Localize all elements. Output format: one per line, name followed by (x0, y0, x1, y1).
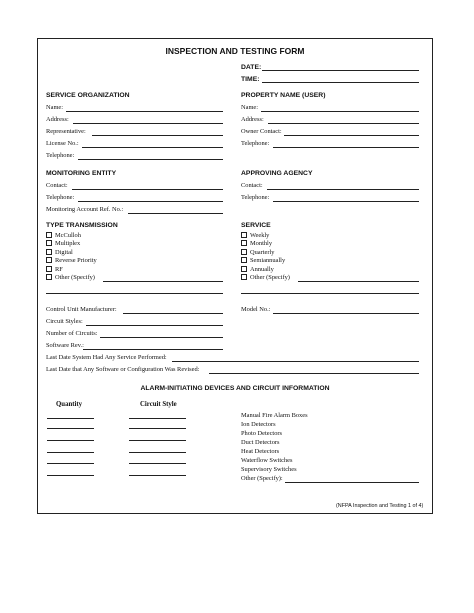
monitoring-telephone-field[interactable] (78, 201, 223, 202)
device-duct-detectors: Duct Detectors (241, 439, 280, 446)
device-other-label: Other (Specify): (241, 475, 283, 482)
service-org-address-label: Address: (46, 116, 69, 123)
service-option-semiannually[interactable]: Semiannually (241, 257, 285, 264)
checkbox-icon (46, 274, 52, 280)
last-revised-label: Last Date that Any Software or Configuration Was Revised: (46, 366, 200, 373)
device-other-field[interactable] (285, 482, 419, 483)
quantity-field[interactable] (47, 463, 94, 464)
checkbox-icon (46, 249, 52, 255)
transmission-option-digital[interactable]: Digital (46, 249, 73, 256)
date-field[interactable] (262, 70, 419, 71)
service-other-field[interactable] (298, 281, 419, 282)
approving-agency-header: APPROVING AGENCY (241, 170, 313, 177)
last-service-label: Last Date System Had Any Service Performed: (46, 354, 167, 361)
service-org-representative-label: Representative: (46, 128, 86, 135)
approving-telephone-label: Telephone: (241, 194, 270, 201)
monitoring-telephone-label: Telephone: (46, 194, 75, 201)
service-option-annually[interactable]: Annually (241, 266, 274, 273)
transmission-option-mcculloh[interactable]: McCulloh (46, 232, 81, 239)
checkbox-icon (241, 257, 247, 263)
checkbox-icon (241, 266, 247, 272)
circuit-styles-label: Circuit Styles: (46, 318, 83, 325)
transmission-other-field-2[interactable] (46, 293, 223, 294)
approving-telephone-field[interactable] (273, 201, 419, 202)
checkbox-icon (241, 249, 247, 255)
type-transmission-header: TYPE TRANSMISSION (46, 222, 118, 229)
device-heat-detectors: Heat Detectors (241, 448, 280, 455)
approving-contact-field[interactable] (267, 189, 419, 190)
service-org-telephone-field[interactable] (78, 159, 223, 160)
quantity-field[interactable] (47, 452, 94, 453)
checkbox-icon (241, 274, 247, 280)
device-photo-detectors: Photo Detectors (241, 430, 282, 437)
checkbox-icon (46, 266, 52, 272)
model-number-field[interactable] (273, 313, 419, 314)
checkbox-icon (46, 240, 52, 246)
device-supervisory-switches: Supervisory Switches (241, 466, 297, 473)
form-title: INSPECTION AND TESTING FORM (165, 46, 305, 56)
circuit-style-column-header: Circuit Style (140, 401, 177, 408)
quantity-field[interactable] (47, 428, 94, 429)
circuit-style-field[interactable] (129, 463, 186, 464)
quantity-field[interactable] (47, 440, 94, 441)
circuit-style-field[interactable] (129, 440, 186, 441)
software-rev-field[interactable] (83, 349, 223, 350)
time-label: TIME: (241, 76, 260, 83)
form-footer: (NFPA Inspection and Testing 1 of 4) (336, 503, 424, 509)
quantity-column-header: Quantity (56, 401, 83, 408)
approving-contact-label: Contact: (241, 182, 263, 189)
service-org-representative-field[interactable] (92, 135, 223, 136)
quantity-field[interactable] (47, 475, 94, 476)
service-organization-header: SERVICE ORGANIZATION (46, 92, 130, 99)
property-telephone-field[interactable] (273, 147, 419, 148)
service-option-weekly[interactable]: Weekly (241, 232, 269, 239)
time-field[interactable] (262, 82, 419, 83)
number-of-circuits-field[interactable] (100, 337, 223, 338)
circuit-style-field[interactable] (129, 418, 186, 419)
monitoring-contact-label: Contact: (46, 182, 68, 189)
service-option-other[interactable]: Other (Specify) (241, 274, 290, 281)
circuit-style-field[interactable] (129, 452, 186, 453)
circuit-style-field[interactable] (129, 475, 186, 476)
property-name-header: PROPERTY NAME (USER) (241, 92, 326, 99)
service-org-address-field[interactable] (73, 123, 223, 124)
monitoring-entity-header: MONITORING ENTITY (46, 170, 117, 177)
service-org-name-field[interactable] (66, 111, 223, 112)
checkbox-icon (46, 257, 52, 263)
software-rev-label: Software Rev.: (46, 342, 84, 349)
last-service-field[interactable] (172, 361, 419, 362)
property-address-label: Address: (241, 116, 264, 123)
checkbox-icon (241, 240, 247, 246)
service-org-license-label: License No.: (46, 140, 79, 147)
property-name-field[interactable] (261, 111, 419, 112)
transmission-other-field[interactable] (103, 281, 223, 282)
device-waterflow-switches: Waterflow Switches (241, 457, 293, 464)
service-option-monthly[interactable]: Monthly (241, 240, 272, 247)
device-manual-fire-alarm-boxes: Manual Fire Alarm Boxes (241, 412, 308, 419)
transmission-option-multiplex[interactable]: Multiplex (46, 240, 80, 247)
monitoring-contact-field[interactable] (72, 189, 223, 190)
monitoring-account-field[interactable] (128, 213, 223, 214)
transmission-option-rf[interactable]: RF (46, 266, 63, 273)
property-telephone-label: Telephone: (241, 140, 270, 147)
checkbox-icon (241, 232, 247, 238)
date-label: DATE: (241, 64, 262, 71)
transmission-option-reverse-priority[interactable]: Reverse Priority (46, 257, 97, 264)
device-ion-detectors: Ion Detectors (241, 421, 276, 428)
service-option-quarterly[interactable]: Quarterly (241, 249, 275, 256)
control-unit-manufacturer-field[interactable] (123, 313, 223, 314)
service-org-name-label: Name: (46, 104, 64, 111)
service-org-license-field[interactable] (82, 147, 223, 148)
property-address-field[interactable] (268, 123, 419, 124)
property-name-label: Name: (241, 104, 259, 111)
last-revised-field[interactable] (209, 373, 419, 374)
service-header: SERVICE (241, 222, 271, 229)
service-org-telephone-label: Telephone: (46, 152, 75, 159)
circuit-styles-field[interactable] (86, 325, 223, 326)
form-frame (37, 38, 433, 514)
model-number-label: Model No.: (241, 306, 271, 313)
circuit-style-field[interactable] (129, 428, 186, 429)
checkbox-icon (46, 232, 52, 238)
control-unit-manufacturer-label: Control Unit Manufacturer: (46, 306, 117, 313)
property-owner-contact-label: Owner Contact: (241, 128, 282, 135)
quantity-field[interactable] (47, 418, 94, 419)
monitoring-account-label: Monitoring Account Ref. No.: (46, 206, 124, 213)
service-other-field-2[interactable] (241, 293, 419, 294)
transmission-option-other[interactable]: Other (Specify) (46, 274, 95, 281)
property-owner-contact-field[interactable] (284, 135, 419, 136)
number-of-circuits-label: Number of Circuits: (46, 330, 98, 337)
alarm-devices-header: ALARM-INITIATING DEVICES AND CIRCUIT INFORMATION (140, 385, 330, 392)
